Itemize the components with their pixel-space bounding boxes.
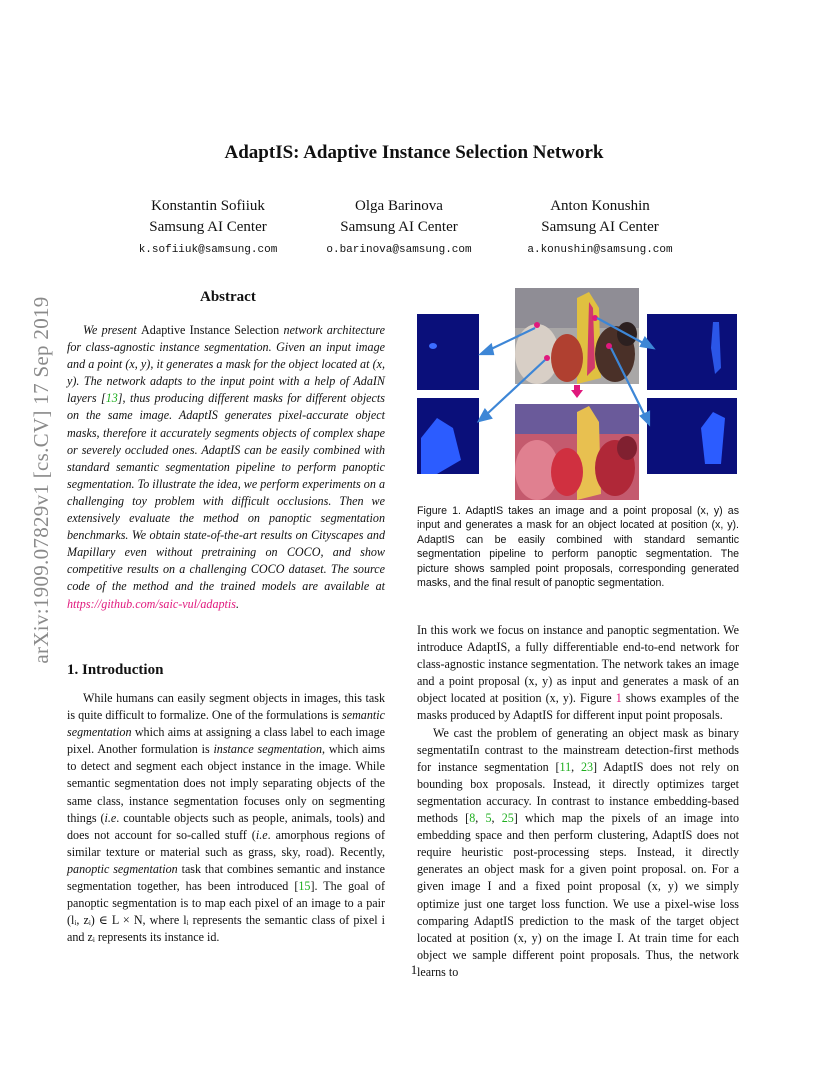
intro-right-column xyxy=(417,622,739,981)
page-number: 1 xyxy=(410,962,418,977)
citation-link[interactable]: 8 xyxy=(469,811,476,826)
figure-ref-link[interactable]: 1 xyxy=(615,691,622,706)
mask-tile-bottom-left xyxy=(417,398,479,474)
intro-paragraph-2: In this work we focus on instance and panoptic segmentation. We introduce AdaptIS, a fully differentiable end-to-end network for class-agnostic instance segmentation. The network takes an image and a point proposal (x, y) as input and generates a mask of an object located at position (x, y). Figure 1 shows examples of the masks produced by AdaptIS for different input point proposals. xyxy=(417,623,739,723)
arxiv-side-label: arXiv:1909.07829v1 [cs.CV] 17 Sep 2019 xyxy=(29,296,53,664)
citation-link[interactable]: 15 xyxy=(298,879,311,894)
author-email: a.konushin@samsung.com xyxy=(527,244,673,256)
mask-tile-bottom-right xyxy=(647,398,737,474)
citation-link[interactable]: 23 xyxy=(580,759,594,774)
down-arrow-stem xyxy=(574,385,580,391)
author-name: Olga Barinova xyxy=(355,198,443,214)
citation-link[interactable]: 11 xyxy=(559,759,572,774)
author-email: k.sofiiuk@samsung.com xyxy=(138,244,278,256)
intro-left-column xyxy=(67,690,385,946)
figure-caption: Figure 1. AdaptIS takes an image and a point proposal (x, y) as input and generates a mask for an object located at position (x, y). AdaptIS can be easily combined with standard semantic segmentation pipeline to perform panoptic segmentation. The picture shows sampled point proposals, corresponding generated masks, and the final result of panoptic segmentation. xyxy=(417,505,739,590)
citation-link[interactable]: 5 xyxy=(485,811,492,826)
author-block-2 xyxy=(289,196,509,261)
mask-tile-top-right xyxy=(647,314,737,390)
figure-1 xyxy=(417,288,739,500)
abstract-heading: Abstract xyxy=(200,289,256,305)
section-heading-introduction: 1. Introduction xyxy=(67,662,164,678)
intro-paragraph-3: We cast the problem of generating an object mask as binary segmentatiIn contrast to the mainstream detection-first methods for instance segmentation [11, 23] AdaptIS does not rely on bounding box proposals. Instead, it directly optimizes target segmentation accuracy. In contrast to instance embedding-based methods [8, 5, 25] which map the pixels of an image into embedding space and then perform clustering, AdaptIS does not require heuristic post-processing steps. Instead, it directly generates an object mask for a given point proposal. on. For a given image I and a fixed point proposal (x, y) we simply optimize just one target loss function. We use a pixel-wise loss comparing AdaptIS prediction to the mask of the target object located at position (x, y) on the image I. At train time for each object we sample different point proposals. Thus, the network learns to xyxy=(417,725,740,979)
figure-1-graphic xyxy=(417,288,739,500)
citation-link[interactable]: 25 xyxy=(501,811,514,826)
citation-link[interactable]: 13 xyxy=(105,391,118,406)
author-email: o.barinova@samsung.com xyxy=(326,244,472,256)
intro-paragraph-1: While humans can easily segment objects in images, this task is quite difficult to formalize. One of the formulations is semantic segmentation which aims at assigning a class label to each image pixel. Another formulation is instance segmentation, which aims to detect and segment each object instance in the image. While semantic segmentation does not imply separating objects of the same class, instance segmentation focuses only on segmenting things (i.e. countable objects such as people, animals, tools) and does not account for so-called stuff (i.e. amorphous regions of similar texture or material such as grass, sky, road). Recently, panoptic segmentation task that combines semantic and instance segmentation together, has been introduced [15]. The goal of panoptic segmentation is to map each pixel of an image to a pair (lᵢ, zᵢ) ∈ L × N, where lᵢ represents the semantic class of pixel i and zᵢ represents its instance id. xyxy=(67,691,385,945)
down-arrow-icon xyxy=(571,390,583,398)
author-affiliation: Samsung AI Center xyxy=(541,219,659,235)
code-link[interactable]: https://github.com/saic-vul/adaptis xyxy=(67,596,236,611)
author-affiliation: Samsung AI Center xyxy=(340,219,458,235)
author-affiliation: Samsung AI Center xyxy=(149,219,267,235)
panoptic-result-photo xyxy=(515,404,639,500)
author-block-3 xyxy=(490,196,710,261)
author-name: Konstantin Sofiiuk xyxy=(151,198,265,214)
author-name: Anton Konushin xyxy=(550,198,650,214)
author-block-1 xyxy=(98,196,318,261)
abstract-body: We present Adaptive Instance Selection network architecture for class-agnostic instance segmentation. Given an input image and a point (x, y), it generates a mask for the object located at (x, y). The network adapts to the input point with a help of AdaIN layers [13], thus producing different masks for different objects on the same image. AdaptIS generates pixel-accurate object masks, therefore it accurately segments objects of complex shape or severely occluded ones. AdaptIS can be easily combined with standard semantic segmentation pipeline to perform panoptic segmentation. To illustrate the idea, we perform experiments on a challenging toy problem with difficult occlusions. Then we extensively evaluate the method on panoptic segmentation benchmarks. We obtain state-of-the-art results on Cityscapes and Mapillary even without pretraining on COCO, and show competitive results on a challenging COCO dataset. The source code of the method and the trained models are available at https://github.com/saic-vul/adaptis. xyxy=(67,323,385,611)
mask-tile-top-left xyxy=(417,314,479,390)
paper-title: AdaptIS: Adaptive Instance Selection Network xyxy=(224,142,604,163)
